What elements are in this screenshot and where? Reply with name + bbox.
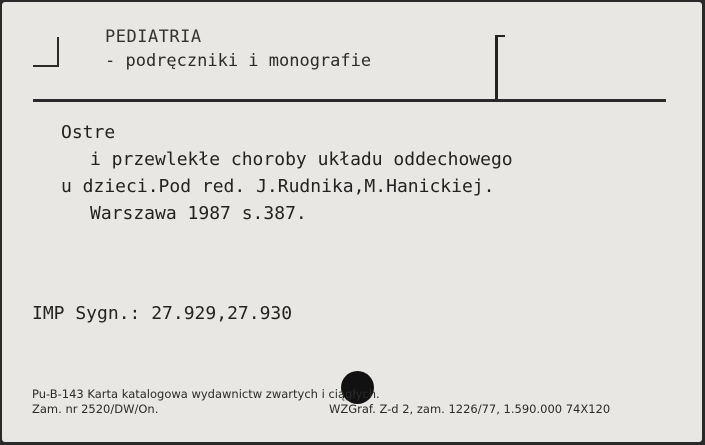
footer-order-number: Zam. nr 2520/DW/On.	[32, 402, 159, 416]
header-divider-tick	[495, 35, 505, 37]
header-divider	[495, 35, 498, 100]
call-number: IMP Sygn.: 27.929,27.930	[32, 303, 293, 324]
catalog-card	[2, 2, 702, 442]
entry-line-2: u dzieci.Pod red. J.Rudnika,M.Hanickiej.	[61, 176, 495, 197]
subject-heading: PEDIATRIA	[105, 27, 202, 47]
corner-mark	[33, 37, 59, 67]
footer-printer-info: WZGraf. Z-d 2, zam. 1226/77, 1.590.000 74X120	[329, 402, 611, 416]
footer-line-1: Pu-B-143 Karta katalogowa wydawnictw zwartych i ciągłych.	[32, 387, 380, 401]
entry-heading: Ostre	[61, 122, 116, 143]
header-rule	[33, 99, 666, 102]
entry-line-1: i przewlekłe choroby układu oddechowego	[90, 149, 513, 170]
subject-subheading: - podręczniki i monografie	[105, 51, 372, 71]
entry-line-3: Warszawa 1987 s.387.	[90, 203, 307, 224]
